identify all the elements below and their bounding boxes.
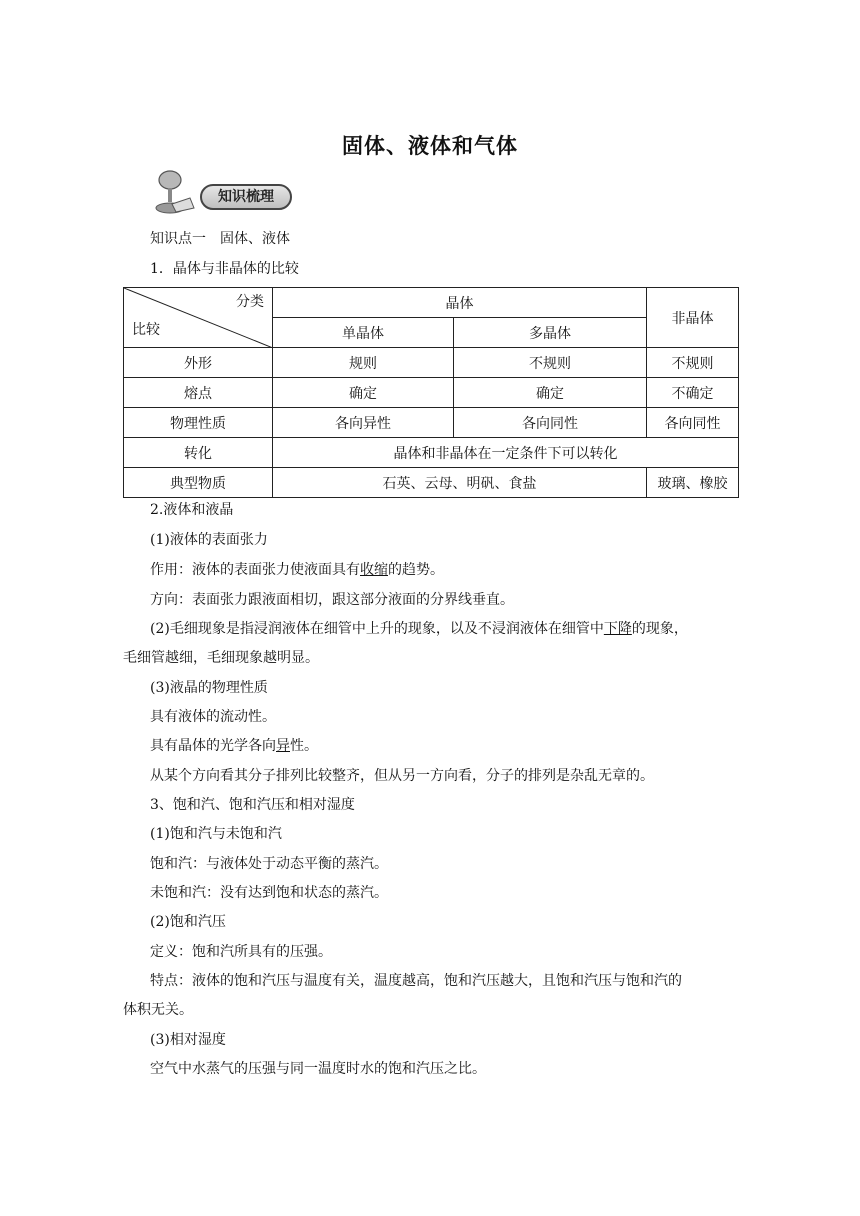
table-cell: 不规则 [647, 348, 739, 378]
paragraph: 特点：液体的饱和汽压与温度有关，温度越高，饱和汽压越大，且饱和汽压与饱和汽的 [150, 973, 682, 989]
paragraph: (1)液体的表面张力 [150, 532, 268, 548]
underlined-term: 下降 [603, 621, 632, 637]
header-crystal: 晶体 [273, 288, 647, 318]
header-single-crystal: 单晶体 [273, 318, 454, 348]
paragraph: 定义：饱和汽所具有的压强。 [150, 944, 332, 960]
table-cell: 玻璃、橡胶 [647, 468, 739, 498]
lamp-book-icon [150, 168, 196, 216]
paragraph: 方向：表面张力跟液面相切，跟这部分液面的分界线垂直。 [150, 592, 514, 608]
table-cell: 不确定 [647, 378, 739, 408]
row-label: 物理性质 [124, 408, 273, 438]
underlined-term: 异 [276, 738, 290, 754]
paragraph: 空气中水蒸气的压强与同一温度时水的饱和汽压之比。 [150, 1061, 486, 1077]
table-row [124, 348, 739, 378]
table-row [124, 378, 739, 408]
section-banner [150, 168, 300, 216]
paragraph: 体积无关。 [123, 1002, 193, 1018]
page-title: 固体、液体和气体 [342, 134, 518, 158]
knowledge-badge: 知识梳理 [200, 184, 292, 210]
row-label: 转化 [124, 438, 273, 468]
table-cell: 规则 [273, 348, 454, 378]
paragraph: 毛细管越细，毛细现象越明显。 [123, 650, 319, 666]
paragraph: (2)饱和汽压 [150, 914, 226, 930]
table-cell: 石英、云母、明矾、食盐 [273, 468, 647, 498]
corner-top-label: 分类 [236, 294, 264, 310]
table-corner-cell [124, 288, 273, 348]
table-cell: 晶体和非晶体在一定条件下可以转化 [273, 438, 739, 468]
comparison-table [123, 287, 739, 498]
paragraph: 具有液体的流动性。 [150, 709, 276, 725]
table-cell: 不规则 [454, 348, 647, 378]
row-label: 外形 [124, 348, 273, 378]
row-label: 典型物质 [124, 468, 273, 498]
table-row [124, 438, 739, 468]
paragraph: 从某个方向看其分子排列比较整齐，但从另一方向看，分子的排列是杂乱无章的。 [150, 768, 654, 784]
table-cell: 各向异性 [273, 408, 454, 438]
table-cell: 确定 [454, 378, 647, 408]
paragraph: (2)毛细现象是指浸润液体在细管中上升的现象，以及不浸润液体在细管中下降的现象， [150, 621, 688, 637]
underlined-term: 收缩 [360, 562, 388, 578]
paragraph: 未饱和汽：没有达到饱和状态的蒸汽。 [150, 885, 388, 901]
paragraph: 饱和汽：与液体处于动态平衡的蒸汽。 [150, 856, 388, 872]
table-row [124, 408, 739, 438]
row-label: 熔点 [124, 378, 273, 408]
header-amorphous: 非晶体 [647, 288, 739, 348]
paragraph: 具有晶体的光学各向异性。 [150, 738, 318, 754]
paragraph: 3、饱和汽、饱和汽压和相对湿度 [150, 797, 355, 813]
table-cell: 确定 [273, 378, 454, 408]
table-row [124, 468, 739, 498]
corner-bottom-label: 比较 [132, 322, 160, 338]
table-cell: 各向同性 [647, 408, 739, 438]
subheading: 1．晶体与非晶体的比较 [150, 261, 299, 277]
paragraph: 作用：液体的表面张力使液面具有收缩的趋势。 [150, 562, 444, 578]
paragraph: (3)相对湿度 [150, 1032, 226, 1048]
table-cell: 各向同性 [454, 408, 647, 438]
paragraph: (1)饱和汽与未饱和汽 [150, 826, 282, 842]
paragraph: 2.液体和液晶 [150, 502, 234, 518]
header-poly-crystal: 多晶体 [454, 318, 647, 348]
section-heading: 知识点一 固体、液体 [150, 231, 290, 247]
paragraph: (3)液晶的物理性质 [150, 680, 268, 696]
